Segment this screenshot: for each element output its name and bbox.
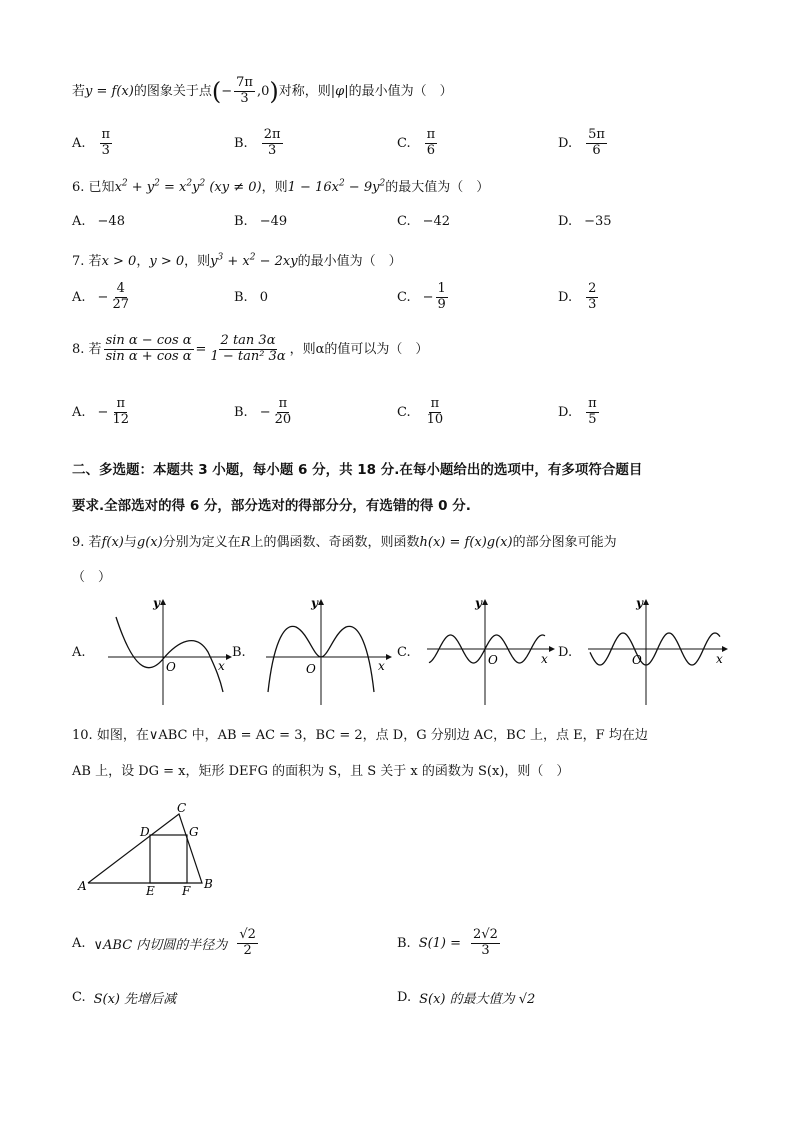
- q7-stem: 7. 若x > 0，y > 0，则$y^3 + x^2 - 2xy$的最小值为（ ）: [72, 252, 402, 269]
- q10-stem-line2: AB 上，设 DG = x，矩形 DEFG 的面积为 S，且 S 关于 x 的函数为 S(x)，则（ ）: [72, 764, 570, 779]
- svg-text:B: B: [204, 877, 213, 891]
- q7-option-a[interactable]: A. − $\frac{4}{27}$: [72, 281, 129, 312]
- q6-stem: 6. 已知$x^2 + y^2 = x^2y^2$ (xy ≠ 0)，则$1 - 16x^2 - 9y^2$的最大值为（ ）: [72, 178, 490, 195]
- section2-rules: 要求.全部选对的得 6 分，部分选对的得部分分，有选错的得 0 分.: [72, 498, 471, 514]
- q10-triangle-figure: [74, 798, 224, 898]
- q9-graph-a: [98, 597, 233, 707]
- q9-answer-paren: （ ）: [72, 570, 112, 585]
- q9-option-d[interactable]: D. y x O: [558, 597, 734, 707]
- q5-option-d[interactable]: D. $\frac{5\pi}{6}$: [558, 127, 605, 158]
- svg-text:y: y: [636, 597, 644, 610]
- q7-option-c[interactable]: C. − $\frac{1}{9}$: [397, 281, 446, 312]
- q8-stem: 8. 若 $\frac{\text{sin α − cos α}}{\text{sin α + cos α}}$ = $\frac{2 \tan 3\alpha}{\text{1 − tan² 3α}}$ ，则α的值可以为（ ）: [72, 333, 429, 364]
- q5-option-c[interactable]: C. $\frac{\pi}{6}$: [397, 127, 436, 158]
- svg-text:O: O: [632, 653, 642, 667]
- q8-option-c[interactable]: C. $\frac{\pi}{10}$: [397, 396, 444, 427]
- q9-option-b[interactable]: B. y x O: [232, 597, 393, 707]
- section2-title: 二、多选题：本题共 3 小题，每小题 6 分，共 18 分.在每小题给出的选项中，有多项符合题目: [72, 462, 643, 478]
- q10-option-b[interactable]: B. S(1) = $\frac{2√2}{3}$: [397, 927, 498, 958]
- svg-text:E: E: [146, 884, 155, 898]
- svg-text:x: x: [540, 652, 548, 666]
- q10-option-d[interactable]: D. S(x) 的最大值为 √2: [397, 990, 536, 1007]
- svg-text:y: y: [474, 597, 482, 610]
- svg-text:G: G: [189, 825, 199, 839]
- q10-option-c[interactable]: C. S(x) 先增后减: [72, 990, 177, 1007]
- q7-option-d[interactable]: D. $\frac{2}{3}$: [558, 281, 597, 312]
- q8-option-a[interactable]: A. − $\frac{\pi}{12}$: [72, 396, 129, 427]
- svg-text:A: A: [78, 879, 87, 893]
- q10-stem-line1: 10. 如图，在∨ABC 中，AB = AC = 3，BC = 2，点 D，G 分别边 AC，BC 上，点 E，F 均在边: [72, 728, 648, 743]
- q5-option-a[interactable]: A. $\frac{\pi}{3}$: [72, 127, 111, 158]
- q9-graph-d: [584, 597, 734, 707]
- q8-option-b[interactable]: B. − $\frac{\pi}{20}$: [234, 396, 292, 427]
- svg-text:x: x: [217, 659, 225, 673]
- svg-text:x: x: [377, 659, 385, 673]
- svg-text:y: y: [152, 597, 160, 610]
- svg-text:F: F: [182, 884, 191, 898]
- q6-option-c[interactable]: C. −42: [397, 214, 451, 229]
- q5-option-b[interactable]: B. $\frac{2\pi}{3}$: [234, 127, 281, 158]
- svg-text:x: x: [716, 652, 723, 666]
- q6-option-d[interactable]: D. −35: [558, 214, 612, 229]
- q9-graph-b: [258, 597, 393, 707]
- q7-option-b[interactable]: B. 0: [234, 290, 268, 305]
- svg-text:C: C: [177, 801, 187, 815]
- svg-text:D: D: [140, 825, 150, 839]
- q6-option-a[interactable]: A. −48: [72, 214, 125, 229]
- svg-text:O: O: [487, 653, 498, 667]
- q9-option-c[interactable]: C. y x O: [397, 597, 558, 707]
- q5-stem: 若y = f(x)的图象关于点(− $\frac{7\pi}{3}$ ,0)对称，则|φ|的最小值为（ ）: [72, 75, 453, 106]
- q9-option-a[interactable]: A. y x O: [72, 597, 233, 707]
- svg-text:O: O: [165, 660, 176, 674]
- q8-option-d[interactable]: D. $\frac{\pi}{5}$: [558, 396, 597, 427]
- svg-text:O: O: [305, 662, 316, 676]
- q10-option-a[interactable]: A. ∨ABC 内切圆的半径为 $\frac{√2}{2}$: [72, 927, 256, 958]
- q9-stem: 9. 若f(x)与g(x)分别为定义在R上的偶函数、奇函数，则函数h(x) = f(x)g(x)的部分图象可能为: [72, 535, 617, 550]
- q9-graph-c: [423, 597, 558, 707]
- q6-option-b[interactable]: B. −49: [234, 214, 288, 229]
- svg-text:y: y: [310, 597, 318, 610]
